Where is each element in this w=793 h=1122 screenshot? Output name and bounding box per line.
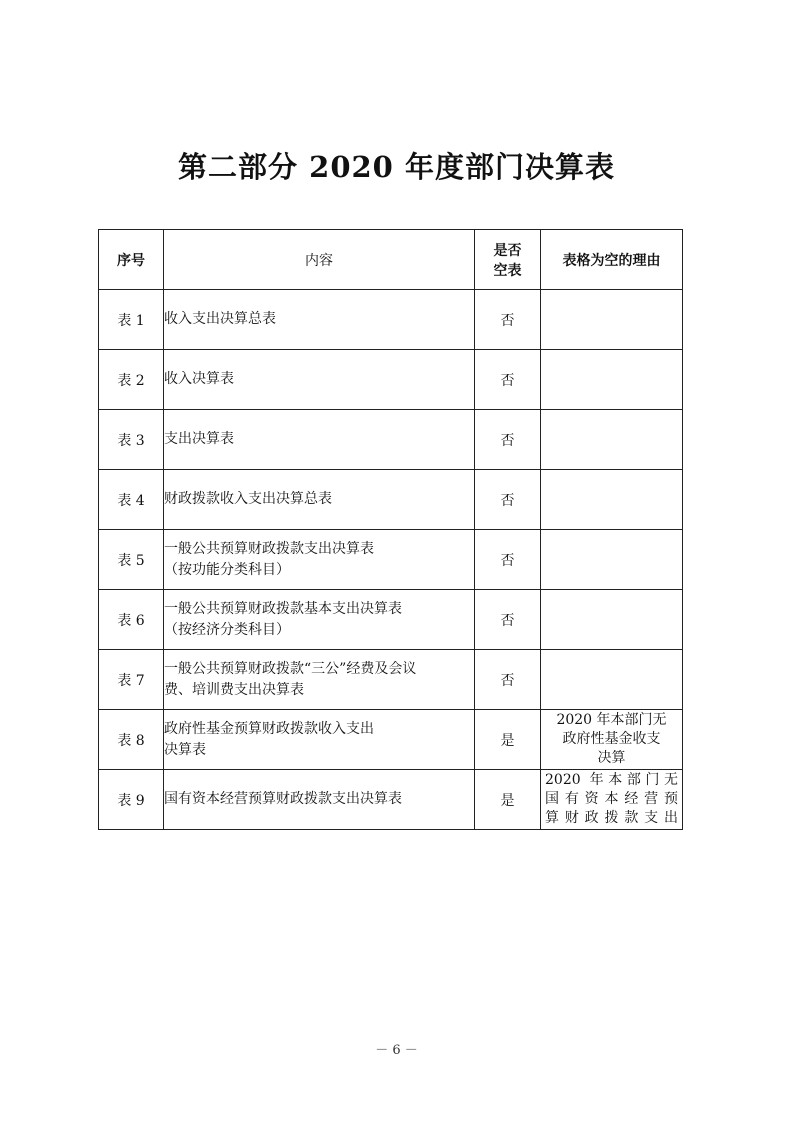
row-reason bbox=[541, 530, 683, 590]
row-reason-text bbox=[541, 711, 682, 769]
row-reason bbox=[541, 590, 683, 650]
row-content-line: 收入决算表 bbox=[164, 371, 234, 387]
row-reason-text bbox=[541, 291, 682, 349]
table-row bbox=[99, 650, 683, 710]
table-body bbox=[99, 290, 683, 830]
row-seq: 表 2 bbox=[99, 350, 164, 410]
row-is-empty: 否 bbox=[475, 590, 541, 650]
row-reason bbox=[541, 650, 683, 710]
header-seq: 序号 bbox=[99, 230, 164, 290]
row-reason-line: 2020 年本部门无 bbox=[556, 711, 667, 728]
row-content-line: 财政拨款收入支出决算总表 bbox=[164, 491, 332, 507]
row-is-empty: 否 bbox=[475, 530, 541, 590]
row-reason bbox=[541, 290, 683, 350]
row-content-line: 收入支出决算总表 bbox=[164, 311, 276, 327]
row-reason-text bbox=[541, 771, 682, 829]
row-reason-line: 国有资本经营预 bbox=[545, 790, 678, 807]
row-reason-text bbox=[541, 471, 682, 529]
row-reason-text bbox=[541, 411, 682, 469]
header-is-empty bbox=[475, 230, 541, 290]
row-reason-line: 政府性基金收支 bbox=[562, 730, 661, 747]
row-is-empty: 否 bbox=[475, 350, 541, 410]
row-reason bbox=[541, 770, 683, 830]
table-row bbox=[99, 410, 683, 470]
row-seq: 表 1 bbox=[99, 290, 164, 350]
table-row bbox=[99, 470, 683, 530]
row-is-empty: 否 bbox=[475, 470, 541, 530]
row-reason bbox=[541, 470, 683, 530]
page-number: － 6 － bbox=[375, 1043, 418, 1058]
table-header-row bbox=[99, 230, 683, 290]
row-content bbox=[164, 590, 475, 650]
row-content bbox=[164, 410, 475, 470]
header-is-empty-line2: 空表 bbox=[493, 262, 522, 279]
row-content-line: 国有资本经营预算财政拨款支出决算表 bbox=[164, 791, 402, 807]
table-row bbox=[99, 530, 683, 590]
table-row bbox=[99, 710, 683, 770]
row-content-line: 费、培训费支出决算表 bbox=[164, 681, 304, 698]
table-row bbox=[99, 590, 683, 650]
row-reason bbox=[541, 350, 683, 410]
row-seq: 表 8 bbox=[99, 710, 164, 770]
row-content-line: 政府性基金预算财政拨款收入支出 bbox=[164, 720, 374, 737]
row-content bbox=[164, 530, 475, 590]
row-content bbox=[164, 650, 475, 710]
table-row bbox=[99, 770, 683, 830]
budget-table-index bbox=[98, 229, 683, 830]
row-reason-line: 2020 年本部门无 bbox=[545, 771, 678, 788]
header-content: 内容 bbox=[164, 230, 475, 290]
row-reason-line: 决算 bbox=[597, 749, 626, 766]
row-content-line: 支出决算表 bbox=[164, 431, 234, 447]
row-seq: 表 4 bbox=[99, 470, 164, 530]
row-reason bbox=[541, 410, 683, 470]
row-content bbox=[164, 290, 475, 350]
table-row bbox=[99, 350, 683, 410]
row-content-line: 一般公共预算财政拨款“三公”经费及会议 bbox=[164, 660, 417, 677]
row-content-line: 一般公共预算财政拨款基本支出决算表 bbox=[164, 600, 402, 617]
row-seq: 表 3 bbox=[99, 410, 164, 470]
row-reason-text bbox=[541, 531, 682, 589]
table-row bbox=[99, 290, 683, 350]
row-reason-line: 算财政拨款支出 bbox=[545, 809, 678, 826]
row-content bbox=[164, 770, 475, 830]
row-seq: 表 7 bbox=[99, 650, 164, 710]
row-is-empty: 是 bbox=[475, 710, 541, 770]
row-reason-text bbox=[541, 591, 682, 649]
row-reason-text bbox=[541, 651, 682, 709]
row-is-empty: 是 bbox=[475, 770, 541, 830]
row-seq: 表 9 bbox=[99, 770, 164, 830]
row-is-empty: 否 bbox=[475, 290, 541, 350]
row-seq: 表 6 bbox=[99, 590, 164, 650]
row-content-line: （按经济分类科目） bbox=[164, 621, 290, 638]
row-content-line: （按功能分类科目） bbox=[164, 561, 290, 578]
row-is-empty: 否 bbox=[475, 410, 541, 470]
row-seq: 表 5 bbox=[99, 530, 164, 590]
header-is-empty-line1: 是否 bbox=[493, 242, 522, 259]
row-content-line: 决算表 bbox=[164, 741, 206, 758]
row-reason bbox=[541, 710, 683, 770]
row-content bbox=[164, 470, 475, 530]
row-reason-text bbox=[541, 351, 682, 409]
row-content bbox=[164, 350, 475, 410]
header-reason: 表格为空的理由 bbox=[541, 230, 683, 290]
page-title: 第二部分 2020 年度部门决算表 bbox=[178, 150, 615, 184]
row-content-line: 一般公共预算财政拨款支出决算表 bbox=[164, 540, 374, 557]
row-is-empty: 否 bbox=[475, 650, 541, 710]
row-content bbox=[164, 710, 475, 770]
